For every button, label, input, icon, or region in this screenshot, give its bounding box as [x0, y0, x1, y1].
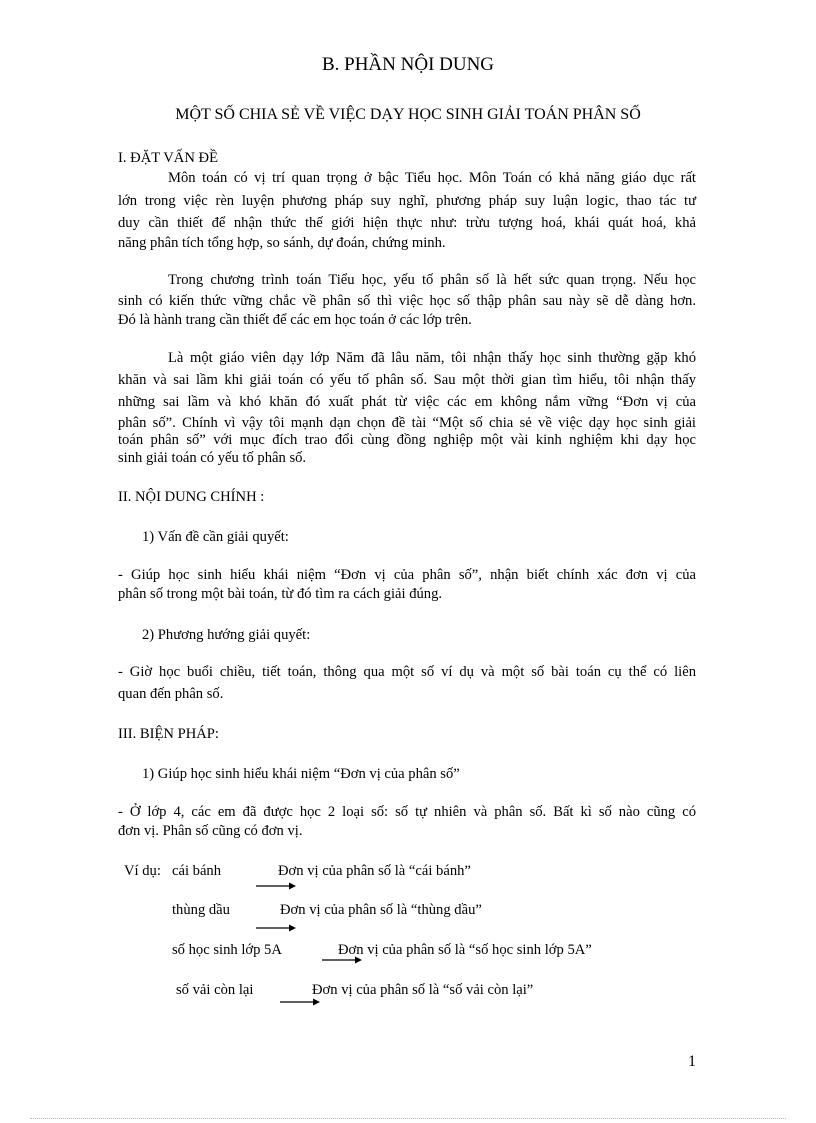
section1-p3-line: những sai lầm và khó khăn đó xuất phát từ việc các em không nắm vững “Đơn vị của	[118, 394, 696, 410]
section2-heading: II. NỘI DUNG CHÍNH :	[118, 489, 265, 505]
example-left: số vải còn lại	[176, 982, 254, 998]
section1-p2-line: Trong chương trình toán Tiểu học, yếu tố phân số là hết sức quan trọng. Nếu học	[168, 272, 696, 288]
section3-heading: III. BIỆN PHÁP:	[118, 726, 219, 742]
document-subtitle: MỘT SỐ CHIA SẺ VỀ VIỆC DẠY HỌC SINH GIẢI TOÁN PHÂN SỐ	[175, 106, 641, 123]
example-left: cái bánh	[172, 863, 222, 879]
page-number: 1	[688, 1053, 696, 1070]
page-title: B. PHẦN NỘI DUNG	[321, 54, 495, 75]
section1-p2-line: Đó là hành trang cần thiết để các em học toán ở các lớp trên.	[118, 312, 472, 328]
section2-item2-line: quan đến phân số.	[118, 686, 224, 702]
section1-p3-line: khăn và sai lầm khi giải toán có yếu tố phân số. Sau một thời gian tìm hiểu, tôi nhận thấy	[118, 372, 696, 388]
section2-item1-line: - Giúp học sinh hiểu khái niệm “Đơn vị của phân số”, nhận biết chính xác đơn vị của	[118, 567, 696, 583]
section1-p1-line: Môn toán có vị trí quan trọng ở bậc Tiểu học. Môn Toán có khả năng giáo dục rất	[168, 170, 696, 186]
example-right: Đơn vị của phân số là “cái bánh”	[278, 863, 471, 879]
section3-item1-line: - Ở lớp 4, các em đã được học 2 loại số: số tự nhiên và phân số. Bất kì số nào cũng có	[118, 804, 696, 820]
section1-p3-line: phân số”. Chính vì vậy tôi mạnh dạn chọn đề tài “Một số chia sẻ về việc dạy học sinh giải	[118, 415, 696, 431]
example-left: thùng dầu	[172, 902, 230, 918]
footer-divider	[30, 1118, 786, 1119]
right-arrow-icon	[322, 954, 362, 966]
section1-p1-line: duy cần thiết để nhận thức thế giới hiện thực như: trừu tượng hoá, khái quát hoá, khả	[118, 215, 696, 231]
section3-item1-line: đơn vị. Phân số cũng có đơn vị.	[118, 823, 303, 839]
example-right: Đơn vị của phân số là “số vải còn lại”	[312, 982, 534, 998]
section1-p3-line: sinh giải toán có yếu tố phân số.	[118, 450, 307, 466]
section1-p1-line: lớn trong việc rèn luyện phương pháp suy nghĩ, phương pháp suy luận logic, thao tác tư	[118, 193, 696, 209]
example-right: Đơn vị của phân số là “thùng dầu”	[280, 902, 482, 918]
section1-p3-line: toán phân số” với mục đích trao đổi cùng đồng nghiệp một vài kinh nghiệm khi dạy học	[118, 432, 696, 448]
example-left: số học sinh lớp 5A	[172, 942, 282, 958]
section2-item2-line: - Giờ học buổi chiều, tiết toán, thông qua một số ví dụ và một số bài toán cụ thể có liên	[118, 664, 696, 680]
right-arrow-icon	[256, 922, 296, 934]
section1-p2-line: sinh có kiến thức vững chắc về phân số thì việc học số thập phân sau này sẽ dễ dàng hơn.	[118, 293, 696, 309]
section2-item1-line: phân số trong một bài toán, từ đó tìm ra cách giải đúng.	[118, 586, 443, 602]
section3-item1-heading: 1) Giúp học sinh hiểu khái niệm “Đơn vị của phân số”	[142, 766, 460, 782]
right-arrow-icon	[280, 996, 320, 1008]
section1-p1-line: năng phân tích tổng hợp, so sánh, dự đoán, chứng minh.	[118, 235, 446, 251]
section2-item1-heading: 1) Vấn đề cần giải quyết:	[142, 529, 289, 545]
example-label: Ví dụ:	[124, 863, 161, 879]
section2-item2-heading: 2) Phương hướng giải quyết:	[142, 627, 311, 643]
example-right: Đơn vị của phân số là “số học sinh lớp 5A”	[338, 942, 592, 958]
section1-heading: I. ĐẶT VẤN ĐỀ	[118, 150, 218, 166]
section1-p3-line: Là một giáo viên dạy lớp Năm đã lâu năm, tôi nhận thấy học sinh thường gặp khó	[168, 350, 696, 366]
right-arrow-icon	[256, 880, 296, 892]
